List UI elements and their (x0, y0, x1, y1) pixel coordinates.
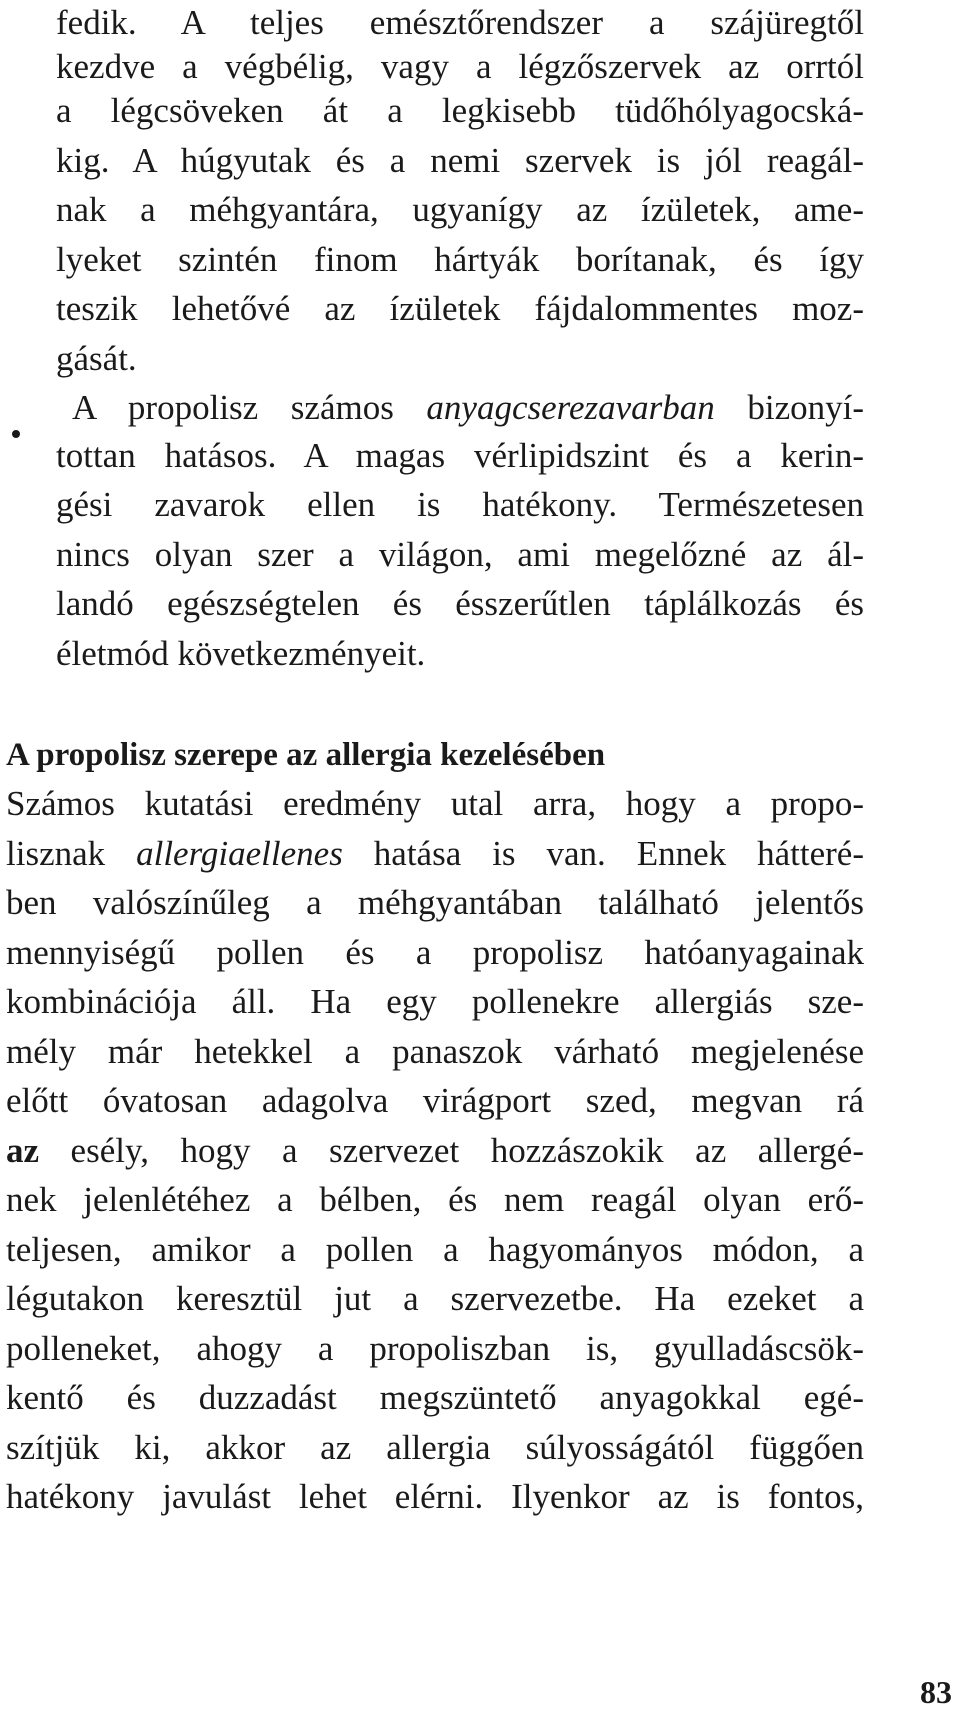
italic-term: allergiaellenes (136, 834, 343, 873)
text-run: lisznak (6, 834, 137, 873)
text-line: lyeket szintén finom hártyák borítanak, és így (56, 240, 864, 279)
text-line: teljesen, amikor a pollen a hagyományos módon, a (6, 1230, 864, 1269)
text-line: kentő és duzzadást megszüntető anyagokkal egé- (6, 1378, 864, 1417)
text-line: kezdve a végbélig, vagy a légzőszervek az orrtól (56, 47, 864, 86)
text-line: polleneket, ahogy a propoliszban is, gyulladáscsök- (6, 1329, 864, 1368)
text-line: nek jelenlétéhez a bélben, és nem reagál olyan erő- (6, 1180, 864, 1219)
text-run: bizonyí- (714, 388, 865, 427)
text-line: hatékony javulást lehet elérni. Ilyenkor az is fontos, (6, 1477, 864, 1516)
bullet-icon (12, 430, 20, 438)
text-line: gési zavarok ellen is hatékony. Természetesen (56, 485, 864, 524)
text-line: a légcsöveken át a legkisebb tüdőhólyagocská- (56, 91, 864, 130)
text-line: nincs olyan szer a világon, ami megelőzné az ál- (56, 535, 864, 574)
text-line (6, 1124, 864, 1178)
text-line: fedik. A teljes emésztőrendszer a szájüregtől (56, 3, 864, 42)
text-line (6, 827, 864, 881)
text-line: mennyiségű pollen és a propolisz hatóanyagainak (6, 933, 864, 972)
text-line: előtt óvatosan adagolva virágport szed, megvan rá (6, 1081, 864, 1120)
text-run: hatása is van. Ennek hátteré- (342, 834, 864, 873)
text-run: A propolisz számos (72, 388, 427, 427)
text-line: kig. A húgyutak és a nemi szervek is jól reagál- (56, 141, 864, 180)
bold-word: az (6, 1131, 40, 1170)
text-line: szítjük ki, akkor az allergia súlyosságától függően (6, 1428, 864, 1467)
text-line: légutakon keresztül jut a szervezetbe. Ha ezeket a (6, 1279, 864, 1318)
text-line: tottan hatásos. A magas vérlipidszint és a kerin- (56, 436, 864, 475)
text-line: életmód következményeit. (56, 634, 426, 673)
text-line: Számos kutatási eredmény utal arra, hogy a propo- (6, 784, 864, 823)
page-number: 83 (920, 1674, 952, 1710)
text-line: gását. (56, 339, 137, 378)
text-line: kombinációja áll. Ha egy pollenekre allergiás sze- (6, 982, 864, 1021)
text-line: teszik lehetővé az ízületek fájdalommentes moz- (56, 289, 864, 328)
text-line: nak a méhgyantára, ugyanígy az ízületek, ame- (56, 190, 864, 229)
text-line: mély már hetekkel a panaszok várható megjelenése (6, 1032, 864, 1071)
text-run: esély, hogy a szervezet hozzászokik az allergé- (39, 1131, 864, 1170)
text-line: ben valószínűleg a méhgyantában található jelentős (6, 883, 864, 922)
italic-term: anyagcserezavarban (426, 388, 715, 427)
section-heading: A propolisz szerepe az allergia kezelésében (6, 737, 606, 773)
text-line (72, 381, 864, 435)
text-line: landó egészségtelen és ésszerűtlen táplálkozás és (56, 584, 864, 623)
